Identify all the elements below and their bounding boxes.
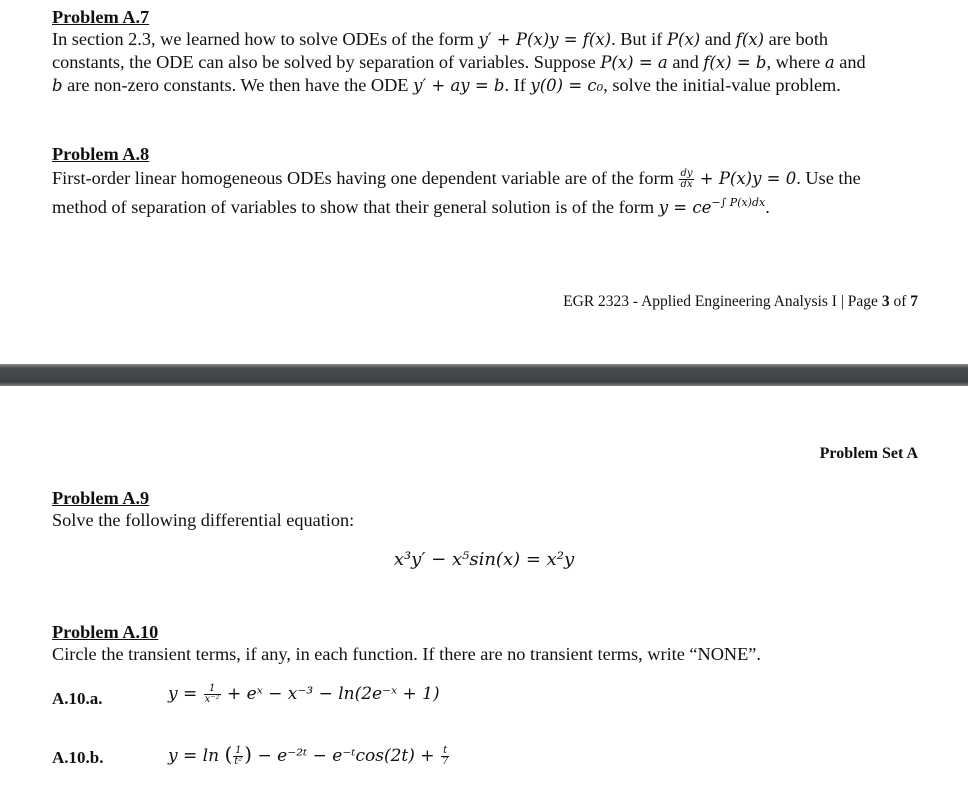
- page-header: Problem Set A: [819, 445, 918, 462]
- item-a10b-equation: y = ln ( $\frac{1}{\text{t²}}$ ) − e⁻²ᵗ − e⁻ᵗcos(2t) + $\frac{t}{7}$: [168, 742, 449, 767]
- problem-a8: [52, 143, 922, 219]
- fraction: $\frac{t}{7}$: [441, 745, 449, 767]
- page-divider: [0, 364, 968, 386]
- problem-a8-line1: First-order linear homogeneous ODEs having one dependent variable are of the form $\frac{dy}{dx}$ + P(x)y = 0. Use the: [52, 168, 861, 191]
- problem-a8-line2: method of separation of variables to show that their general solution is of the form $y = ce^{-\int P(x)dx}$.: [52, 195, 770, 217]
- item-a10a-label: A.10.a.: [52, 689, 103, 708]
- problem-a7-line1: In section 2.3, we learned how to solve ODEs of the form y′ + P(x)y = f(x). But if P(x) and f(x) are both: [52, 29, 829, 49]
- problem-a8-title: Problem A.8: [52, 144, 150, 164]
- item-a10b-label: A.10.b.: [52, 748, 104, 767]
- problem-a7-line2: constants, the ODE can also be solved by separation of variables. Suppose P(x) = a and f(x) = b, where a and: [52, 52, 866, 72]
- page-footer: EGR 2323 - Applied Engineering Analysis I | Page 3 of 7: [563, 293, 918, 310]
- problem-a10: [52, 621, 922, 665]
- problem-a9-text: Solve the following differential equation:: [52, 510, 355, 530]
- problem-a7-line3: b are non-zero constants. We then have the ODE y′ + ay = b. If y(0) = c₀, solve the initial-value problem.: [52, 75, 841, 95]
- problem-a9-title: Problem A.9: [52, 488, 150, 508]
- problem-a10-title: Problem A.10: [52, 622, 159, 642]
- dy-dx-fraction: $\frac{dy}{dx}$: [680, 168, 693, 191]
- fraction: $\frac{1}{\text{t²}}$: [234, 745, 243, 767]
- problem-a9-equation: x³y′ − x⁵sin(x) = x²y: [393, 549, 575, 570]
- problem-a7-title: Problem A.7: [52, 7, 150, 27]
- fraction: $\frac{1}{\text{x⁻²}}$: [204, 683, 220, 705]
- page-3: [0, 0, 968, 364]
- item-a10a-equation: y = $\frac{1}{\text{x⁻²}}$ + eˣ − x⁻³ − ln(2e⁻ˣ + 1): [168, 683, 440, 705]
- problem-a10-text: Circle the transient terms, if any, in each function. If there are no transient terms, write “NONE”.: [52, 644, 761, 664]
- problem-a7: [52, 6, 922, 97]
- problem-a9: [52, 487, 922, 531]
